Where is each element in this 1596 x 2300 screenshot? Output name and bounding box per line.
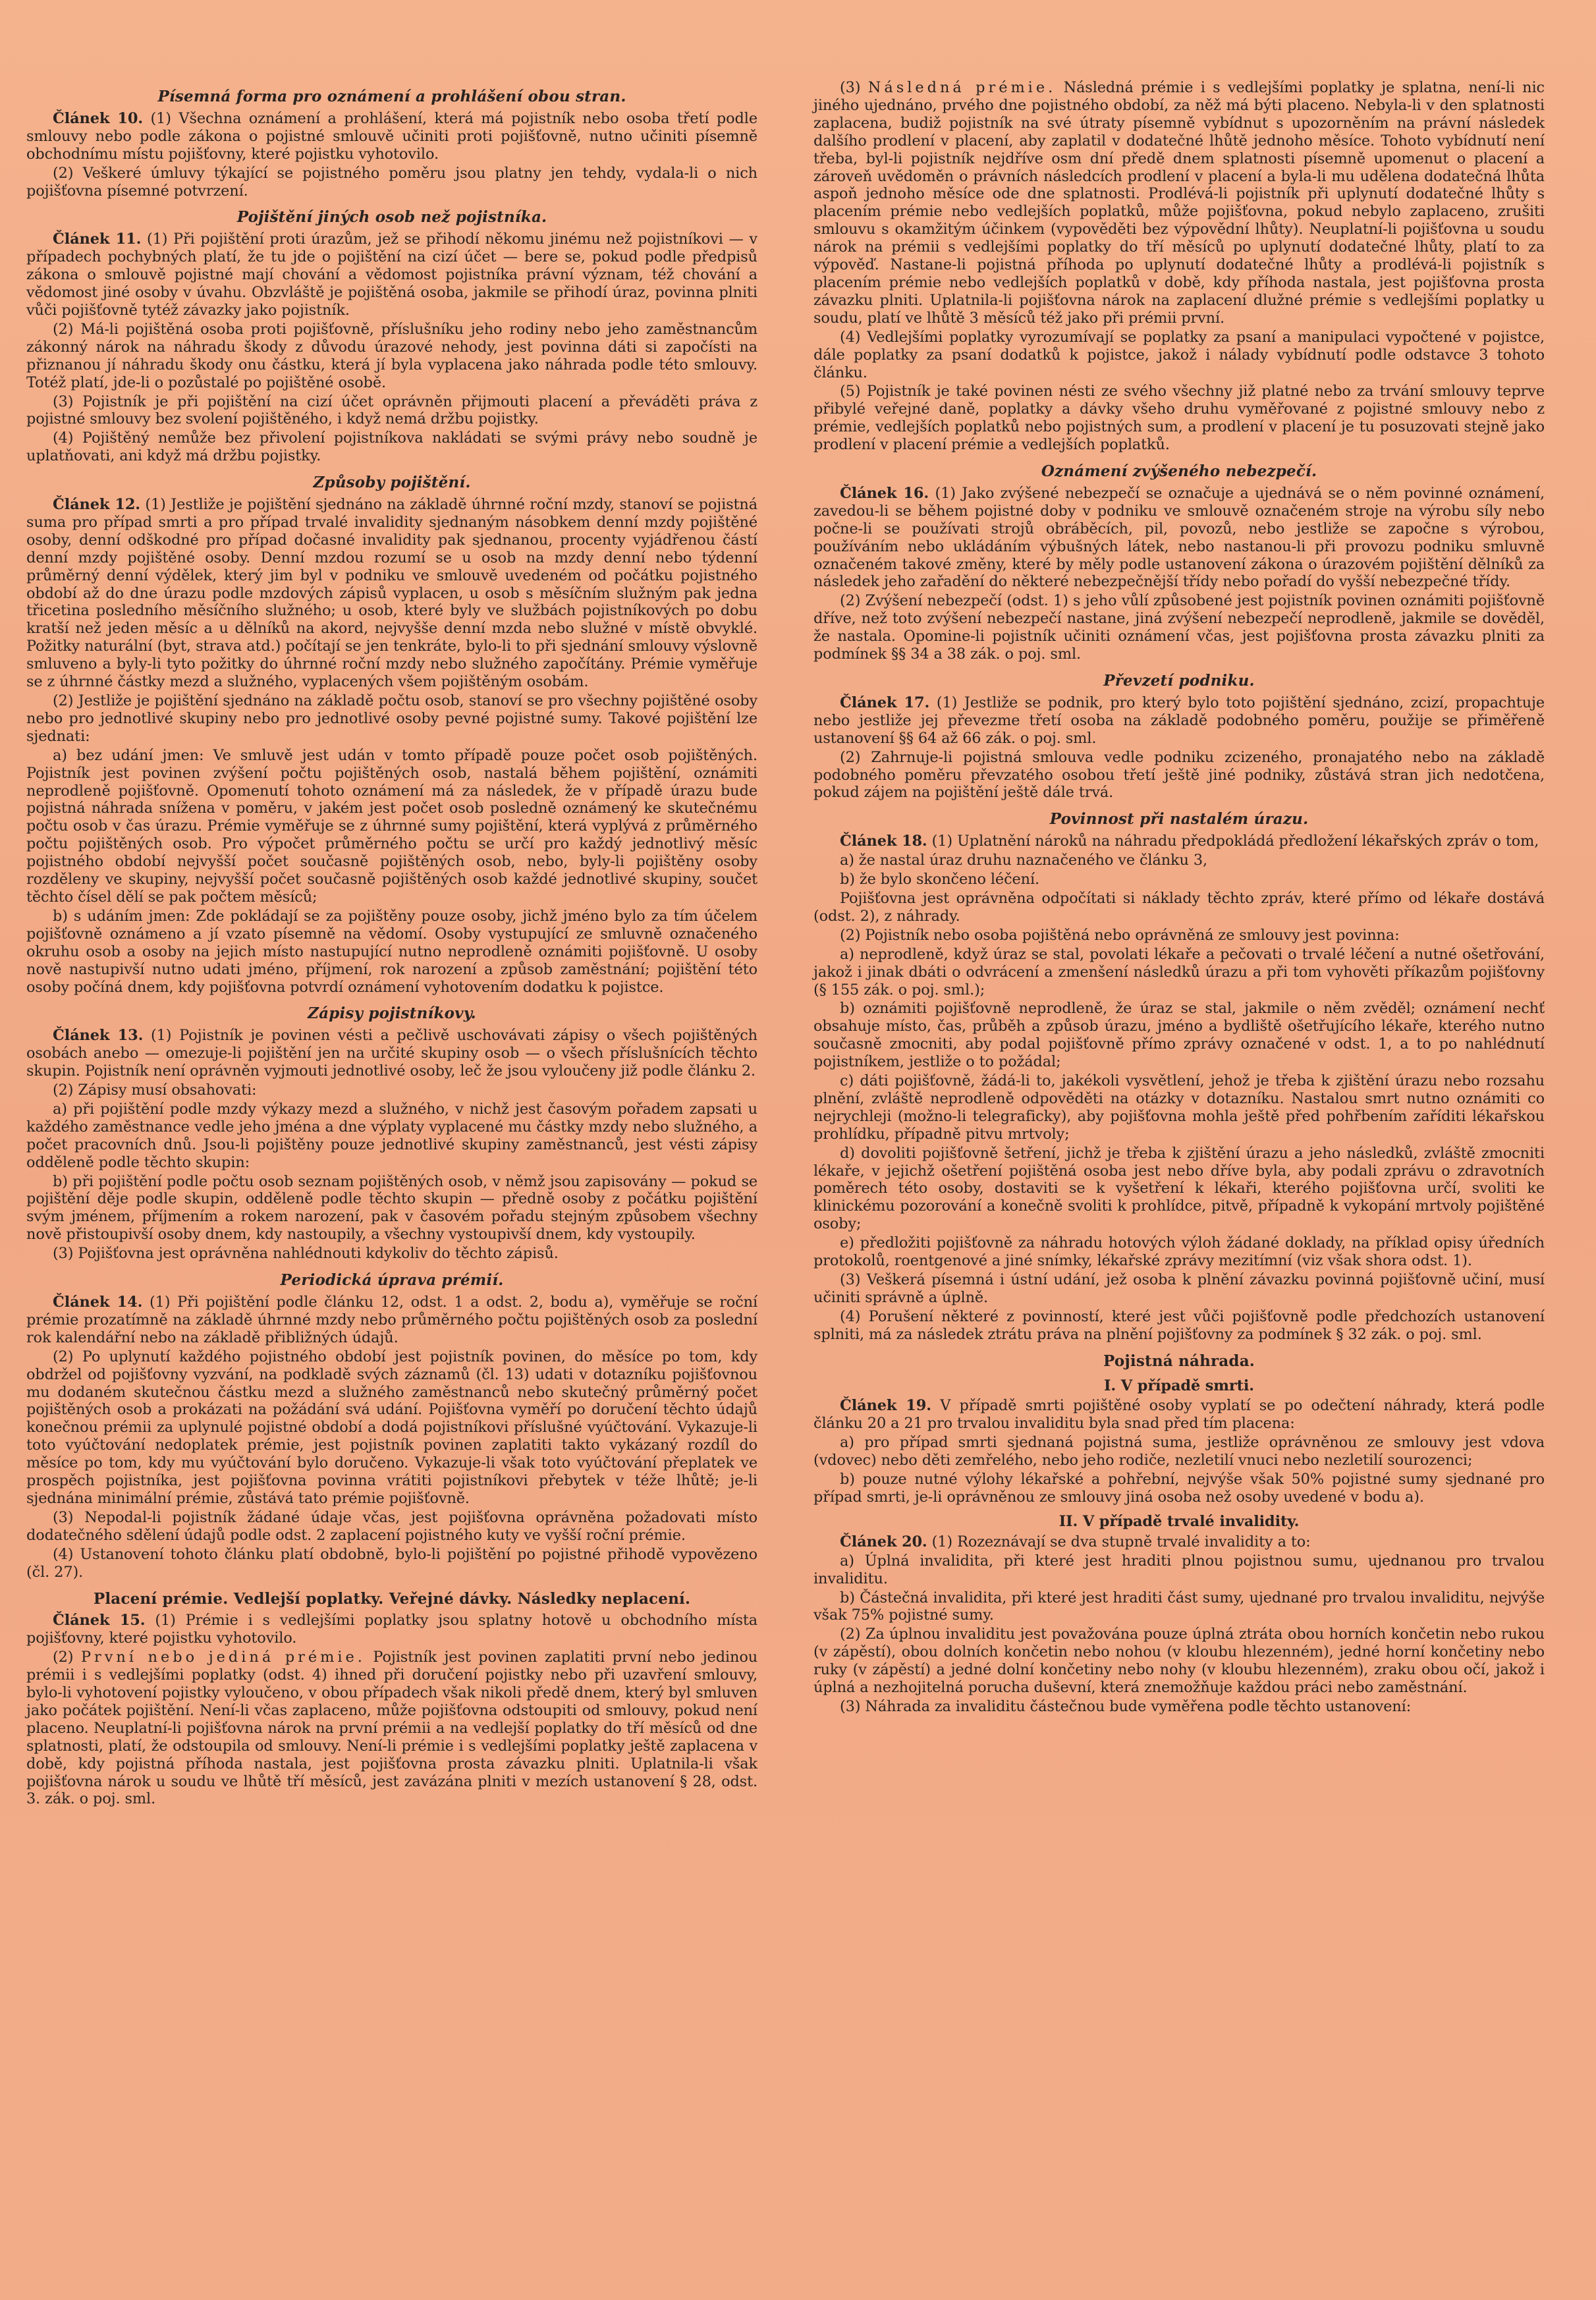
paragraph-text: (2) Veškeré úmluvy týkající se pojistného poměru jsou platny jen tehdy, vydala-li o nich pojišťovna písemné potvrzení. — [26, 164, 757, 200]
paragraph — [26, 393, 757, 429]
paragraph — [26, 429, 757, 465]
paragraph-text: (2) Po uplynutí každého pojistného období jest pojistník povinen, do měsíce po tom, kdy obdržel od pojišťovny vyzvání, na podkladě svých záznamů (čl. 13) udati v dotazníku pojišťovnou mu dodaném skutečnou částku mezd a služného zaměstnanců nebo skutečný průměrný počet pojištěných osob a prokázati na požádání svá udání. Pojišťovna vyměří po doručení těchto údajů konečnou prémii za uplynulé pojistné období a dodá pojistníkovi příslušné vyúčtování. Vykazuje-li toto vyúčtování nedoplatek prémie, jest pojistník povinen zaplatiti takto vykázaný rozdíl do měsíce po tom, kdy mu vyúčtování bylo doručeno. Vykazuje-li však toto vyúčtování přeplatek ve prospěch pojistníka, jest pojišťovna povinna vrátiti pojistníkovi přebytek v téže lhůtě; je-li sjednána minimální prémie, zůstává tato prémie pojišťovně. — [26, 1348, 757, 1507]
article-paragraph — [26, 231, 757, 319]
article-number: Článek 11. — [53, 231, 142, 248]
right-column — [813, 79, 1545, 1717]
section-heading: Periodická úprava prémií. — [280, 1271, 504, 1290]
article-paragraph — [26, 1027, 757, 1080]
section-heading: Oznámení zvýšeného nebezpečí. — [1041, 462, 1317, 481]
paragraph-text: d) dovoliti pojišťovně šetření, jichž je třeba k zjištění úrazu a jeho následků, zvláště zmocniti lékaře, v jejichž ošetření pojištěná osoba jest nebo dříve byla, aby podali zprávu o zdravotních poměrech této osoby, dostaviti se k vyšetření k lékaři, kterého pojišťovna určí, svoliti ke klinickému pozorování a konečně svoliti k prohlídce, pitvě, případně k vykopání mrtvoly pojištěné osoby; — [813, 1144, 1545, 1233]
paragraph — [26, 1509, 757, 1545]
paragraph-text: (3) Pojistník je při pojištění na cizí účet oprávněn přijmouti placení a převáděti práva z pojistné smlouvy bez svolení pojištěného, i když nemá držbu pojistky. — [26, 393, 757, 428]
paragraph-text: a) pro případ smrti sjednaná pojistná suma, jestliže oprávněnou ze smlouvy jest vdova (vdovec) nebo děti zemřelého, nebo jeho rodiče, nezletilí vnuci nebo nezletilí sourozenci; — [813, 1434, 1545, 1469]
paragraph-text: (1) Uplatnění nároků na náhradu předpokládá předložení lékařských zpráv o tom, — [927, 833, 1539, 850]
paragraph-text: V případě smrti pojištěné osoby vyplatí se po odečtení náhrady, která podle článku 20 a 21 pro trvalou invaliditu byla snad před tím placena: — [813, 1397, 1545, 1433]
paragraph-text: b) pouze nutné výlohy lékařské a pohřební, nejvýše však 50% pojistné sumy sjednané pro případ smrti, je-li oprávněnou ze smlouvy jiná osoba než osoby uvedené v bodu a). — [813, 1471, 1545, 1506]
paragraph-text: (4) Pojištěný nemůže bez přivolení pojistníkova nakládati se svými právy nebo soudně je uplatňovati, ani když má držbu pojistky. — [26, 429, 757, 465]
article-paragraph — [813, 1533, 1545, 1551]
paragraph-text: (1) Jestliže je pojištění sjednáno na základě úhrnné roční mzdy, stanoví se pojistná suma pro případ smrti a pro případ trvalé invalidity sjednaným násobkem denní mzdy pojištěné osoby, denní odškodné pro případ dočasné invalidity pak sjednanou, procenty vyjádřenou částí denní mzdy pojištěné osoby. Denní mzdou rozumí se u osob na mzdy denní nebo týdenní průměrný denní výdělek, který jim byl v podniku ve smlouvě uvedeném od počátku pojistného období až do dne úrazu podle mzdových zápisů vyplacen, u osob s měsíčním služným pak jedna třicetina posledního měsíčního služného; u osob, které byly ve službách pojistníkových po dobu kratší než jeden měsíc a u dělníků na akord, nejvyšše denní mzda nebo služné v místě obvyklé. Požitky naturální (byt, strava atd.) počítají se jen tenkráte, bylo-li to při sjednání smlouvy výslovně smluveno a byly-li tyto požitky do úhrnné roční mzdy nebo služného započítány. Prémie vyměřuje se z úhrnné částky mezd a služného, vyplacených všem pojištěným osobám. — [26, 496, 757, 691]
paragraph — [813, 79, 1545, 327]
paragraph-text: (2) Má-li pojištěná osoba proti pojišťovně, příslušníku jeho rodiny nebo jeho zaměstnancům zákonný nárok na náhradu škody z důvodu úrazové nehody, jest povinna dáti si započísti na přiznanou jí náhradu škody onu částku, která jí byla vyplacena jako náhrada podle této smlouvy. Totéž platí, jde-li o pozůstalé po pojištěné osobě. — [26, 320, 757, 391]
paragraph-text: a) že nastal úraz druhu naznačeného ve článku 3, — [840, 852, 1208, 869]
paragraph-text: a) při pojištění podle mzdy výkazy mezd a služného, v nichž jest časovým pořadem zapsati u každého zaměstnance vedle jeho jména a dne výplaty vyplacené mu částky mzdy nebo služného, a počet pracovních dnů. Jsou-li pojištěny pouze jednotlivé skupiny zaměstnanců, jest vésti zápisy odděleně podle těchto skupin: — [26, 1100, 757, 1171]
article-paragraph — [26, 1294, 757, 1347]
paragraph-text: (1) Při pojištění proti úrazům, jež se přihodí někomu jinému než pojistníkovi — v případech pochybných platí, že tu jde o pojištění na cizí účet — bere se, pokud podle předpisů zákona o smlouvě pojistné mají chování a vědomost pojistníka právní význam, též chování a vědomost jiné osoby v úvahu. Obzvláště je pojištěná osoba, jakmile se přihodí úraz, povinna plniti vůči pojišťovně tytéž závazky jako pojistník. — [26, 231, 757, 319]
left-column — [26, 79, 757, 1809]
paragraph — [813, 871, 1545, 889]
paragraph — [26, 908, 757, 997]
subsection-heading: I. V případě smrti. — [1104, 1377, 1254, 1394]
article-paragraph — [813, 485, 1545, 591]
paragraph-text: (2) Zápisy musí obsahovati: — [53, 1082, 257, 1099]
paragraph — [813, 1000, 1545, 1071]
paragraph-text: a) Úplná invalidita, při které jest hraditi plnou pojistnou sumu, ujednanou pro trvalou invaliditu. — [813, 1552, 1545, 1587]
paragraph-text: b) že bylo skončeno léčení. — [840, 871, 1040, 889]
section-heading: Zápisy pojistníkovy. — [308, 1004, 476, 1023]
paragraph — [26, 1348, 757, 1508]
paragraph — [813, 592, 1545, 663]
paragraph-text: e) předložiti pojišťovně za náhradu hotových výloh žádané doklady, na příklad opisy úředních protokolů, roentgenové a jiné snímky, lékařské zprávy mezitímní (viz však shora odst. 1). — [813, 1234, 1545, 1270]
paragraph — [813, 383, 1545, 454]
paragraph-number: (3) — [840, 79, 868, 96]
paragraph-text: (5) Pojistník je také povinen nésti ze svého všechny již platné nebo za trvání smlouvy teprve přibylé veřejné daně, poplatky a dávky všeho druhu vyměřované z pojistné smlouvy nebo z prémie, vedlejších poplatků nebo pojistných sum, a prodlení v placení je tu posuzovati stejně jako prodlení v placení prémie a vedlejších poplatků. — [813, 383, 1545, 454]
article-number: Článek 17. — [840, 694, 930, 711]
paragraph-text: (2) Pojistník nebo osoba pojištěná nebo oprávněná ze smlouvy jest povinna: — [840, 926, 1400, 944]
paragraph — [813, 1234, 1545, 1270]
paragraph-text: b) s udáním jmen: Zde pokládají se za pojištěny pouze osoby, jichž jméno bylo za tím účelem pojišťovně oznámeno a jí vzato písemně na vědomí. Osoby vystupující ze smluvně označeného okruhu osob a osoby na jejich místo nastupující nutno neprodleně oznámiti pojišťovně. U osoby nově nastupivší nutno udati jméno, příjmení, rok narození a způsob zaměstnání; pojištění této osoby počíná dnem, kdy pojišťovna potvrdí oznámení vyhotovením dodatku k pojistce. — [26, 907, 757, 996]
section-heading: Písemná forma pro oznámení a prohlášení obou stran. — [157, 88, 626, 105]
paragraph-text: (4) Porušení některé z povinností, které jest vůči pojišťovně podle předchozích ustanovení splniti, má za následek ztrátu práva na plnění pojišťovny za podmínek § 32 zák. o poj. sml. — [813, 1307, 1545, 1343]
article-number: Článek 14. — [53, 1294, 143, 1311]
paragraph — [813, 329, 1545, 382]
spaced-term: Následná prémie. — [867, 79, 1057, 96]
article-number: Článek 15. — [53, 1612, 146, 1629]
article-number: Článek 10. — [53, 109, 144, 127]
paragraph-text: a) neprodleně, když úraz se stal, povolati lékaře a pečovati o trvalé léčení a nutné ošetřování, jakož i jinak dbáti o odvrácení a zmenšení následků úrazu a při tom vyhověti příkazům pojišťovny (§ 155 zák. o poj. sml.); — [813, 945, 1545, 999]
spaced-term: První nebo jediná prémie. — [80, 1649, 366, 1666]
paragraph-text: (3) Náhrada za invaliditu částečnou bude vyměřena podle těchto ustanovení: — [840, 1697, 1412, 1715]
paragraph-text: (2) Za úplnou invaliditu jest považována pouze úplná ztráta obou horních končetin nebo rukou (v zápěstí), obou dolních končetin nebo nohou (v kloubu hlezenném), jedné horní končetiny nebo ruky (v zápěstí) a jedné dolní končetiny nebo nohy (v kloubu hlezenném), zraku obou očí, jakož i úplná a nezhojitelná porucha duševní, která znemožňuje každou práci nebo zaměstnání. — [813, 1626, 1545, 1697]
paragraph — [813, 1271, 1545, 1307]
article-paragraph — [813, 833, 1545, 850]
section-heading: Placení prémie. Vedlejší poplatky. Veřejné dávky. Následky neplacení. — [93, 1589, 691, 1608]
article-number: Článek 12. — [53, 496, 140, 514]
paragraph-text: c) dáti pojišťovně, žádá-li to, jakékoli vysvětlení, jehož je třeba k zjištění úrazu nebo rozsahu plnění, zvláště neprodleně odpověděti na otázky v dotazníku. Nastalou smrt nutno oznámiti co nejrychleji (možno-li telegraficky), aby pojišťovna mohla ještě před pohřbením zaříditi lékařskou prohlídku, případně pitvu mrtvoly; — [813, 1072, 1545, 1143]
article-paragraph — [26, 1612, 757, 1647]
paragraph — [813, 927, 1545, 945]
paragraph-text: (1) Rozeznávají se dva stupně trvalé invalidity a to: — [927, 1533, 1311, 1550]
subsection-heading: II. V případě trvalé invalidity. — [1059, 1512, 1300, 1530]
paragraph — [26, 692, 757, 746]
section-heading: Pojištění jiných osob než pojistníka. — [236, 208, 547, 227]
paragraph-text: (1) Pojistník je povinen vésti a pečlivě uschovávati zápisy o všech pojištěných osobách anebo — omezuje-li pojištění jen na určité skupiny osob — o všech příslušnících těchto skupin. Pojistník není oprávněn vyjmouti jednotlivé osoby, leč že jsou vyloučeny již podle článku 2. — [26, 1027, 757, 1080]
paragraph — [813, 1698, 1545, 1716]
paragraph — [26, 1101, 757, 1172]
paragraph-text: (1) Jako zvýšené nebezpečí se označuje a ujednává se o něm povinné oznámení, zavedou-li se během pojistné doby v podniku ve smlouvě označeném stroje na výrobu síly nebo počne-li se používati strojů obráběcích, pil, povozů, nebo jestliže se započne s výrobou, používáním nebo ukládáním výbušných látek, nebo nastanou-li při provozu podniku smluvně označeném takové změny, které by měly podle ustanovení zákona o úrazovém pojištění dělníků za následek jeho zařadění do některé nebezpečnější třídy nebo pořadí do vyšší nebezpečné třídy. — [813, 484, 1545, 591]
paragraph — [813, 1589, 1545, 1625]
article-paragraph — [813, 694, 1545, 748]
paragraph-text: Pojišťovna jest oprávněna odpočítati si náklady těchto zpráv, které přímo od lékaře dostává (odst. 2), z náhrady. — [813, 889, 1545, 925]
paragraph-text: (2) Jestliže je pojištění sjednáno na základě počtu osob, stanoví se pro všechny pojištěné osoby nebo pro jednotlivé skupiny nebo pro jednotlivé osoby pevné pojistné sumy. Takové pojištění lze sjednati: — [26, 692, 757, 745]
section-heading: Pojistná náhrada. — [1103, 1352, 1255, 1370]
article-paragraph — [26, 110, 757, 163]
paragraph — [813, 1626, 1545, 1697]
article-number: Článek 16. — [840, 484, 929, 502]
paragraph-text: (3) Nepodal-li pojistník žádané údaje včas, jest pojišťovna oprávněna požadovati místo dodatečného sdělení údajů podle odst. 2 zaplacení pojistného kuty ve vyšší roční prémie. — [26, 1508, 757, 1544]
paragraph — [26, 1082, 757, 1099]
paragraph — [26, 1546, 757, 1581]
paragraph-text: (4) Vedlejšími poplatky vyrozumívají se poplatky za psaní a manipulaci vypočtené v pojistce, dále poplatky za psaní dodatků k pojistce, jakož i nálady vybídnutí podle odstavce 3 tohoto článku. — [813, 328, 1545, 381]
paragraph — [26, 165, 757, 200]
paragraph — [813, 1434, 1545, 1469]
article-number: Článek 20. — [840, 1533, 927, 1550]
paragraph-number: (2) — [53, 1649, 81, 1666]
paragraph — [813, 1308, 1545, 1344]
paragraph — [813, 1145, 1545, 1234]
article-number: Článek 13. — [53, 1027, 144, 1045]
section-heading: Převzetí podniku. — [1103, 672, 1255, 690]
paragraph — [813, 1552, 1545, 1588]
paragraph-text: Pojistník jest povinen zaplatiti první nebo jedinou prémii i s vedlejšími poplatky (odst. 4) ihned při doručení pojistky nebo při uzavření smlouvy, bylo-li vyhotovení pojistky vyloučeno, v obou případech však nikoli předě dnem, který byl smluven jako počátek pojištění. Není-li včas zaplaceno, může pojišťovna odstoupiti od smlouvy, pokud není placeno. Neuplatní-li pojišťovna nárok na první prémii a na vedlejší poplatky do tří měsíců od dne splatnosti, platí, že odstoupila od smlouvy. Není-li prémie i s vedlejšími poplatky ještě zaplacena v době, kdy pojistná příhoda nastala, jest pojišťovna prosta závazku plniti. Uplatnila-li však pojišťovna nárok u soudu ve lhůtě tří měsíců, jest zavázána plniti v mezích ustanovení § 28, odst. 3. zák. o poj. sml. — [26, 1649, 758, 1808]
paragraph — [26, 747, 757, 906]
paragraph-text: (1) Při pojištění podle článku 12, odst. 1 a odst. 2, bodu a), vyměřuje se roční prémie prozatímně na základě úhrnné mzdy nebo průměrného počtu pojištěných osob za poslední rok kalendářní nebo na základě přibližných údajů. — [26, 1294, 757, 1346]
paragraph-text: b) Částečná invalidita, při které jest hraditi část sumy, ujednané pro trvalou invaliditu, nejvýše však 75% pojistné sumy. — [813, 1589, 1545, 1624]
paragraph — [26, 321, 757, 392]
article-number: Článek 19. — [840, 1397, 931, 1415]
paragraph-text: b) při pojištění podle počtu osob seznam pojištěných osob, v němž jsou zapisovány — pokud se pojištění děje podle skupin, odděleně podle těchto skupin — předně osoby z počátku pojištění svým jménem, příjmením a rokem narození, pak v časovém pořadu stejným způsobem všechny nově přistoupivší osoby dnem, kdy nastoupily, a všechny vystoupivší dnem, kdy vystoupily. — [26, 1172, 757, 1244]
paragraph-text: b) oznámiti pojišťovně neprodleně, že úraz se stal, jakmile o něm zvěděl; oznámení nechť obsahuje místo, čas, průběh a způsob úrazu, jméno a bydliště ošetřujícího lékaře, kterého nutno současně zmocniti, aby podal pojišťovně přímo zprávy označené v odst. 1, a to po nahlédnutí pojistníkem, jestliže o to požádal; — [813, 1000, 1545, 1071]
paragraph — [813, 852, 1545, 869]
paragraph — [813, 946, 1545, 999]
paragraph-text: (4) Ustanovení tohoto článku platí obdobně, bylo-li pojištění po pojistné přihodě vypovězeno (čl. 27). — [26, 1545, 757, 1581]
paragraph — [26, 1173, 757, 1244]
paragraph-text: (3) Veškerá písemná i ústní udání, jež osoba k plnění závazku povinná pojišťovně učiní, musí učiniti správně a úplně. — [813, 1271, 1545, 1306]
article-paragraph — [26, 496, 757, 691]
article-paragraph — [813, 1397, 1545, 1433]
paragraph — [813, 1471, 1545, 1506]
paragraph-text: (2) Zahrnuje-li pojistná smlouva vedle podniku zcizeného, pronajatého nebo na základě podobného poměru převzatého osobou třetí ještě jiné podniky, zůstává stran jich nedotčena, pokud zájem na pojištění ještě dále trvá. — [813, 748, 1545, 802]
paragraph-text: (3) Pojišťovna jest oprávněna nahlédnouti kdykoliv do těchto zápisů. — [53, 1245, 559, 1263]
paragraph-text: (1) Jestliže se podnik, pro který bylo toto pojištění sjednáno, zcizí, propachtuje nebo jestliže jej převezme třetí osoba na základě podobného poměru, použije se přiměřeně ustanovení §§ 64 až 66 zák. o poj. sml. — [813, 694, 1545, 747]
paragraph-text: a) bez udání jmen: Ve smluvě jest udán v tomto případě pouze počet osob pojištěných. Pojistník jest povinen zvýšení počtu pojištěných osob, nastalá během pojištění, oznámiti neprodleně pojišťovně. Opomenutí tohoto oznámení má za následek, že v případě úrazu bude pojistná náhrada snížena v poměru, v jakém jest počet osob posledně oznámený ke skutečnému počtu osob v čas úrazu. Prémie vyměřuje se z úhrnné sumy pojištění, která vyplývá z průměrného počtu pojištěných osob. Pro výpočet průměrného počtu se určí pro každý jednotlivý měsíc pojistného období nejvyšší počet současně pojištěných osob, nebo, byly-li pojištěny osoby rozděleny ve skupiny, nejvyšší počet současně pojištěných osob každé jednotlivé skupiny, součet těchto čísel dělí se pak počtem měsíců; — [26, 746, 757, 906]
section-heading: Způsoby pojištění. — [313, 474, 471, 492]
paragraph-text: (1) Prémie i s vedlejšími poplatky jsou splatny hotově u obchodního místa pojišťovny, které pojistku vyhotovilo. — [26, 1612, 758, 1647]
paragraph-text: (2) Zvýšení nebezpečí (odst. 1) s jeho vůlí způsobené jest pojistník povinen oznámiti pojišťovně dříve, než toto zvýšení nebezpečí nastane, jiná zvýšení nebezpečí neprodleně, jakmile se dověděl, že nastala. Opomine-li pojistník učiniti oznámení včas, jest pojišťovna prosta závazku plniti za podmínek §§ 34 a 38 zák. o poj. sml. — [813, 592, 1545, 663]
paragraph — [813, 1072, 1545, 1143]
section-heading: Povinnost při nastalém úrazu. — [1049, 810, 1309, 829]
paragraph — [813, 890, 1545, 925]
paragraph-text: (1) Všechna oznámení a prohlášení, která má pojistník nebo osoba třetí podle smlouvy nebo podle zákona o pojistné smlouvě učiniti proti pojišťovně, nutno učiniti písemně obchodnímu místu pojišťovny, které pojistku vyhotovilo. — [26, 109, 757, 163]
article-number: Článek 18. — [840, 833, 927, 850]
paragraph — [26, 1649, 757, 1808]
paragraph — [813, 749, 1545, 802]
paragraph — [26, 1245, 757, 1263]
paragraph-text: Následná prémie i s vedlejšími poplatky je splatna, není-li nic jiného ujednáno, prvého dne pojistného období, za něž má býti placeno. Nebyla-li v den splatnosti zaplacena, budiž pojistník na své útraty písemně vybídnut s upozorněním na právní následek dalšího prodlení v placení, aby zaplatil v dodatečné lhůtě jednoho měsíce. Tohoto vybídnutí není třeba, byl-li pojistník nejdříve osm dní předě dnem splatnosti písemně upomenut o placení a zároveň uvědoměn o právních následcích prodlení v placení a byla-li mu udělena dodatečná lhůta aspoň jednoho měsíce ode dne splatnosti. Prodlévá-li pojistník při uplynutí dodatečné lhůty s placením prémie nebo vedlejších poplatků, může pojišťovna, pokud nebylo zaplaceno, zrušiti smlouvu s okamžitým účinkem (vypověděti bez výpovědní lhůty). Neuplatní-li pojišťovna u soudu nárok na prémii s vedlejšími poplatky do tří měsíců po uplynutí dodatečné lhůty, platí to za výpověď. Nastane-li pojistná příhoda po uplynutí dodatečné lhůty a prodlévá-li pojistník s placením prémie nebo vedlejších poplatků v době, kdy příhoda nastala, jest pojišťovna prosta závazku plniti. Uplatnila-li pojišťovna nárok na zaplacení dlužné prémie s vedlejšími poplatky u soudu, platí ve lhůtě 3 měsíců též jako při prémii první. — [813, 79, 1545, 327]
